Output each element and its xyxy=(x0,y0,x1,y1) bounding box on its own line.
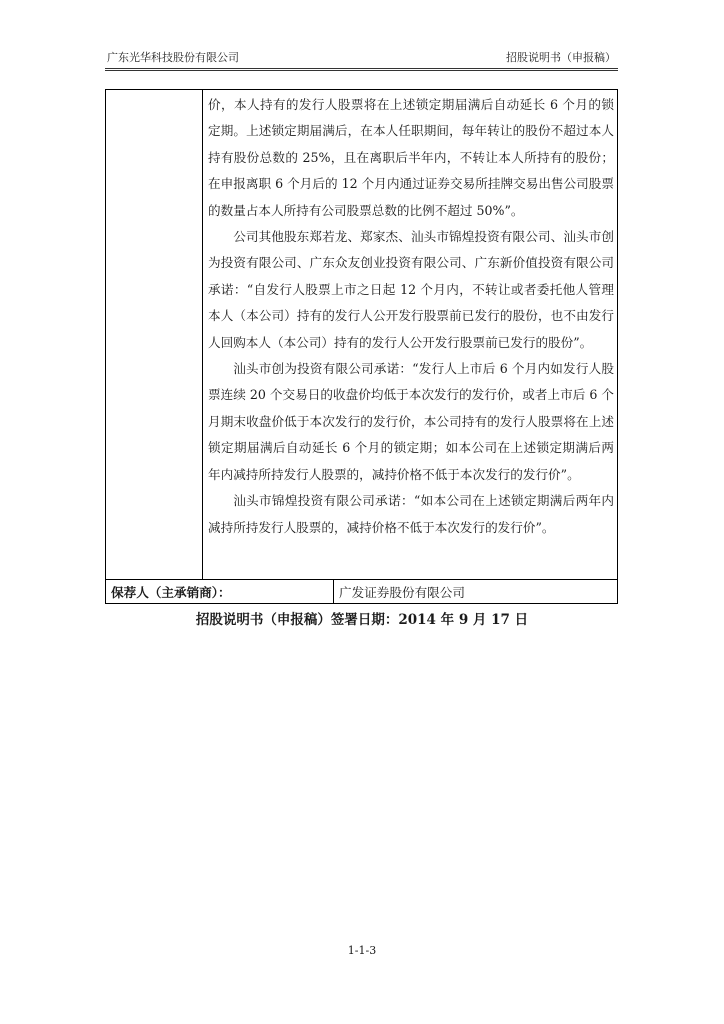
sponsor-label: 保荐人（主承销商）： xyxy=(111,585,231,600)
paragraph-other-shareholders: 公司其他股东郑若龙、郑家杰、汕头市锦煌投资有限公司、汕头市创为投资有限公司、广东众友创业投资有限公司、广东新价值投资有限公司承诺：“自发行人股票上市之日起 12 个月内，不转让或者委托他人管理本人（本公司）持有的发行人公开发行股票前已发行的股份，也不由发行人回购本人（本公司）持有的发行人公开发行股票前已发行的股份”。 xyxy=(208,229,614,350)
header-rule xyxy=(105,68,618,69)
header-document-title: 招股说明书（申报稿） xyxy=(506,51,616,64)
page-number: 1-1-3 xyxy=(347,944,377,957)
commitment-text xyxy=(208,92,614,541)
sponsor-column-divider xyxy=(333,579,334,604)
paragraph-chuangwei: 汕头市创为投资有限公司承诺：“发行人上市后 6 个月内如发行人股票连续 20 个交易日的收盘价均低于本次发行的发行价，或者上市后 6 个月期末收盘价低于本次发行的发行价，本公司持有的发行人股票将在上述锁定期届满后自动延长 6 个月的锁定期；如本公司在上述锁定期满后两年内减持所持发行人股票的，减持价格不低于本次发行的发行价”。 xyxy=(208,361,614,482)
sponsor-value: 广发证券股份有限公司 xyxy=(339,585,465,600)
paragraph-jinhuang: 汕头市锦煌投资有限公司承诺：“如本公司在上述锁定期满后两年内减持所持发行人股票的，减持价格不低于本次发行的发行价”。 xyxy=(208,493,614,535)
header-company-name: 广东光华科技股份有限公司 xyxy=(107,51,239,64)
header-rule-secondary xyxy=(105,70,618,71)
table-row-divider xyxy=(105,579,618,580)
table-column-divider xyxy=(202,89,203,579)
signing-date: 招股说明书（申报稿）签署日期：2014 年 9 月 17 日 xyxy=(195,612,529,628)
paragraph-lockup-continued: 价，本人持有的发行人股票将在上述锁定期届满后自动延长 6 个月的锁定期。上述锁定期届满后，在本人任职期间，每年转让的股份不超过本人持有股份总数的 25%，且在离职后半年内，不转让本人所持有的股份；在申报离职 6 个月后的 12 个月内通过证券交易所挂牌交易出售公司股票的数量占本人所持有公司股票总数的比例不超过 50%”。 xyxy=(208,97,614,218)
